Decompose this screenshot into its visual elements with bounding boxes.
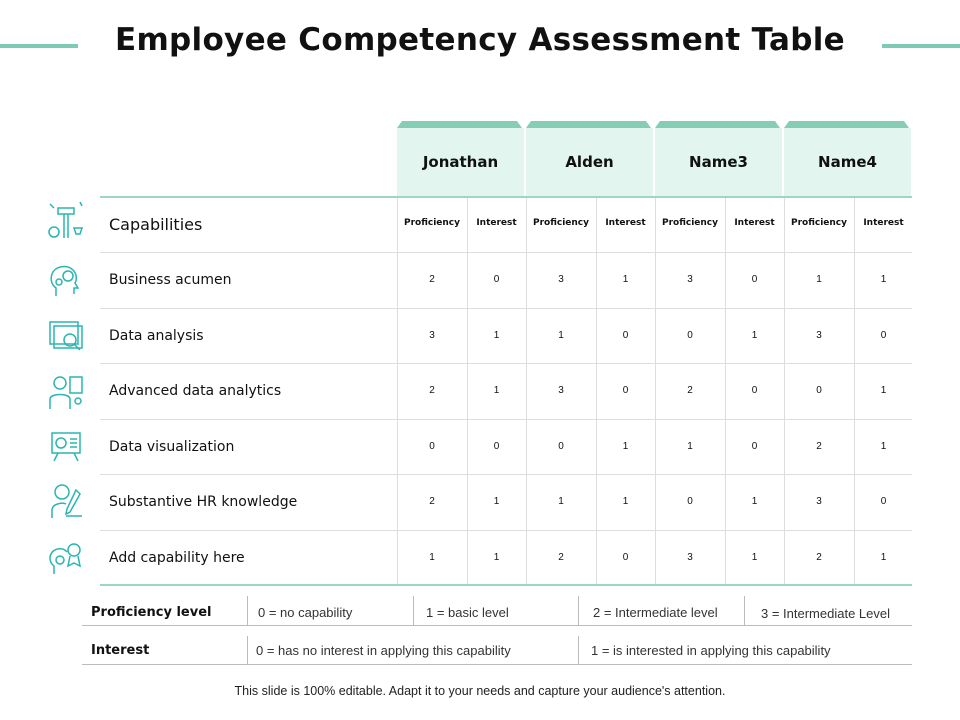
legend-divider [413,596,414,626]
proficiency-header: Proficiency [403,218,461,228]
presentation-board-icon [46,427,86,467]
row-divider [100,252,912,253]
row-divider [100,419,912,420]
head-award-icon [46,538,86,578]
legend-proficiency-2: 2 = Intermediate level [593,605,718,620]
row-divider [100,363,912,364]
proficiency-score: 1 [558,496,564,507]
proficiency-score: 1 [429,551,435,563]
person-chart-icon [46,371,86,411]
proficiency-score: 2 [429,274,435,285]
interest-score: 1 [880,385,887,396]
proficiency-score: 2 [816,551,822,563]
proficiency-score: 1 [687,440,693,452]
legend-divider [82,664,912,665]
capability-label: Substantive HR knowledge [109,494,298,510]
footer-note: This slide is 100% editable. Adapt it to your needs and capture your audience's attention. [234,684,726,698]
proficiency-score: 0 [816,385,822,396]
proficiency-score: 3 [558,385,564,396]
interest-score: 0 [880,329,887,341]
proficiency-score: 2 [429,496,435,507]
legend-divider [247,636,248,664]
legend-divider [744,596,745,626]
interest-score: 0 [622,329,629,341]
capability-label: Business acumen [109,272,232,288]
interest-score: 0 [751,440,758,452]
capability-label: Advanced data analytics [109,383,282,399]
proficiency-score: 0 [687,496,693,507]
interest-score: 1 [880,440,887,452]
row-divider [100,308,912,309]
interest-score: 0 [751,274,758,285]
column-tab [655,121,780,128]
proficiency-score: 2 [558,551,564,563]
head-gears-icon [46,260,86,300]
proficiency-score: 0 [687,329,693,341]
interest-header: Interest [605,218,646,228]
person-header: Name4 [784,128,913,196]
interest-score: 1 [622,274,629,285]
proficiency-header: Proficiency [790,218,848,228]
interest-score: 1 [751,551,758,563]
interest-score: 0 [622,385,629,396]
legend-proficiency-label: Proficiency level [91,605,212,620]
interest-header: Interest [476,218,517,228]
interest-score: 1 [751,496,758,507]
interest-score: 1 [493,551,500,563]
interest-score: 0 [493,440,500,452]
row-divider [100,530,912,531]
row-divider [100,584,912,586]
capability-label: Add capability here [109,549,245,566]
person-writing-icon [46,482,86,522]
interest-score: 1 [493,496,500,507]
row-divider [100,474,912,475]
legend-interest-label: Interest [91,643,150,658]
person-header: Name3 [655,128,784,196]
interest-score: 1 [493,385,500,396]
interest-score: 1 [493,329,500,341]
column-tab [784,121,909,128]
proficiency-score: 3 [687,274,693,285]
proficiency-score: 2 [429,385,435,396]
legend-proficiency-0: 0 = no capability [258,605,353,620]
interest-score: 1 [880,551,887,563]
proficiency-score: 3 [816,329,822,341]
person-header: Alden [526,128,655,196]
proficiency-score: 2 [687,385,693,396]
proficiency-score: 3 [558,274,564,285]
proficiency-score: 0 [429,440,435,452]
legend-proficiency-3: 3 = Intermediate Level [761,606,890,621]
interest-score: 0 [751,385,758,396]
row-divider [100,196,912,198]
capability-label: Data visualization [109,438,235,455]
legend-divider [247,596,248,626]
interest-header: Interest [734,218,775,228]
interest-score: 0 [622,551,629,563]
proficiency-score: 1 [816,274,822,285]
interest-score: 0 [880,496,887,507]
person-header: Jonathan [397,128,526,196]
proficiency-header: Proficiency [661,218,719,228]
interest-score: 1 [880,274,887,285]
column-tab [526,121,651,128]
interest-header: Interest [863,218,904,228]
page-title: Employee Competency Assessment Table [114,22,846,58]
proficiency-score: 2 [816,440,822,452]
legend-interest-1: 1 = is interested in applying this capability [591,643,831,658]
chart-magnifier-icon [46,316,86,356]
interest-score: 0 [493,274,500,285]
proficiency-score: 3 [687,551,693,563]
interest-score: 1 [622,496,629,507]
capabilities-icon [46,200,86,240]
proficiency-score: 0 [558,440,564,452]
proficiency-header: Proficiency [532,218,590,228]
capability-label: Data analysis [109,327,204,344]
legend-proficiency-1: 1 = basic level [426,605,509,620]
capabilities-header: Capabilities [109,215,203,234]
column-tab [397,121,522,128]
legend-divider [82,625,912,626]
legend-divider [578,636,579,664]
legend-interest-0: 0 = has no interest in applying this capability [256,643,511,658]
interest-score: 1 [751,329,758,341]
proficiency-score: 3 [429,329,435,341]
proficiency-score: 1 [558,329,564,341]
legend-divider [578,596,579,626]
proficiency-score: 3 [816,496,822,507]
interest-score: 1 [622,440,629,452]
